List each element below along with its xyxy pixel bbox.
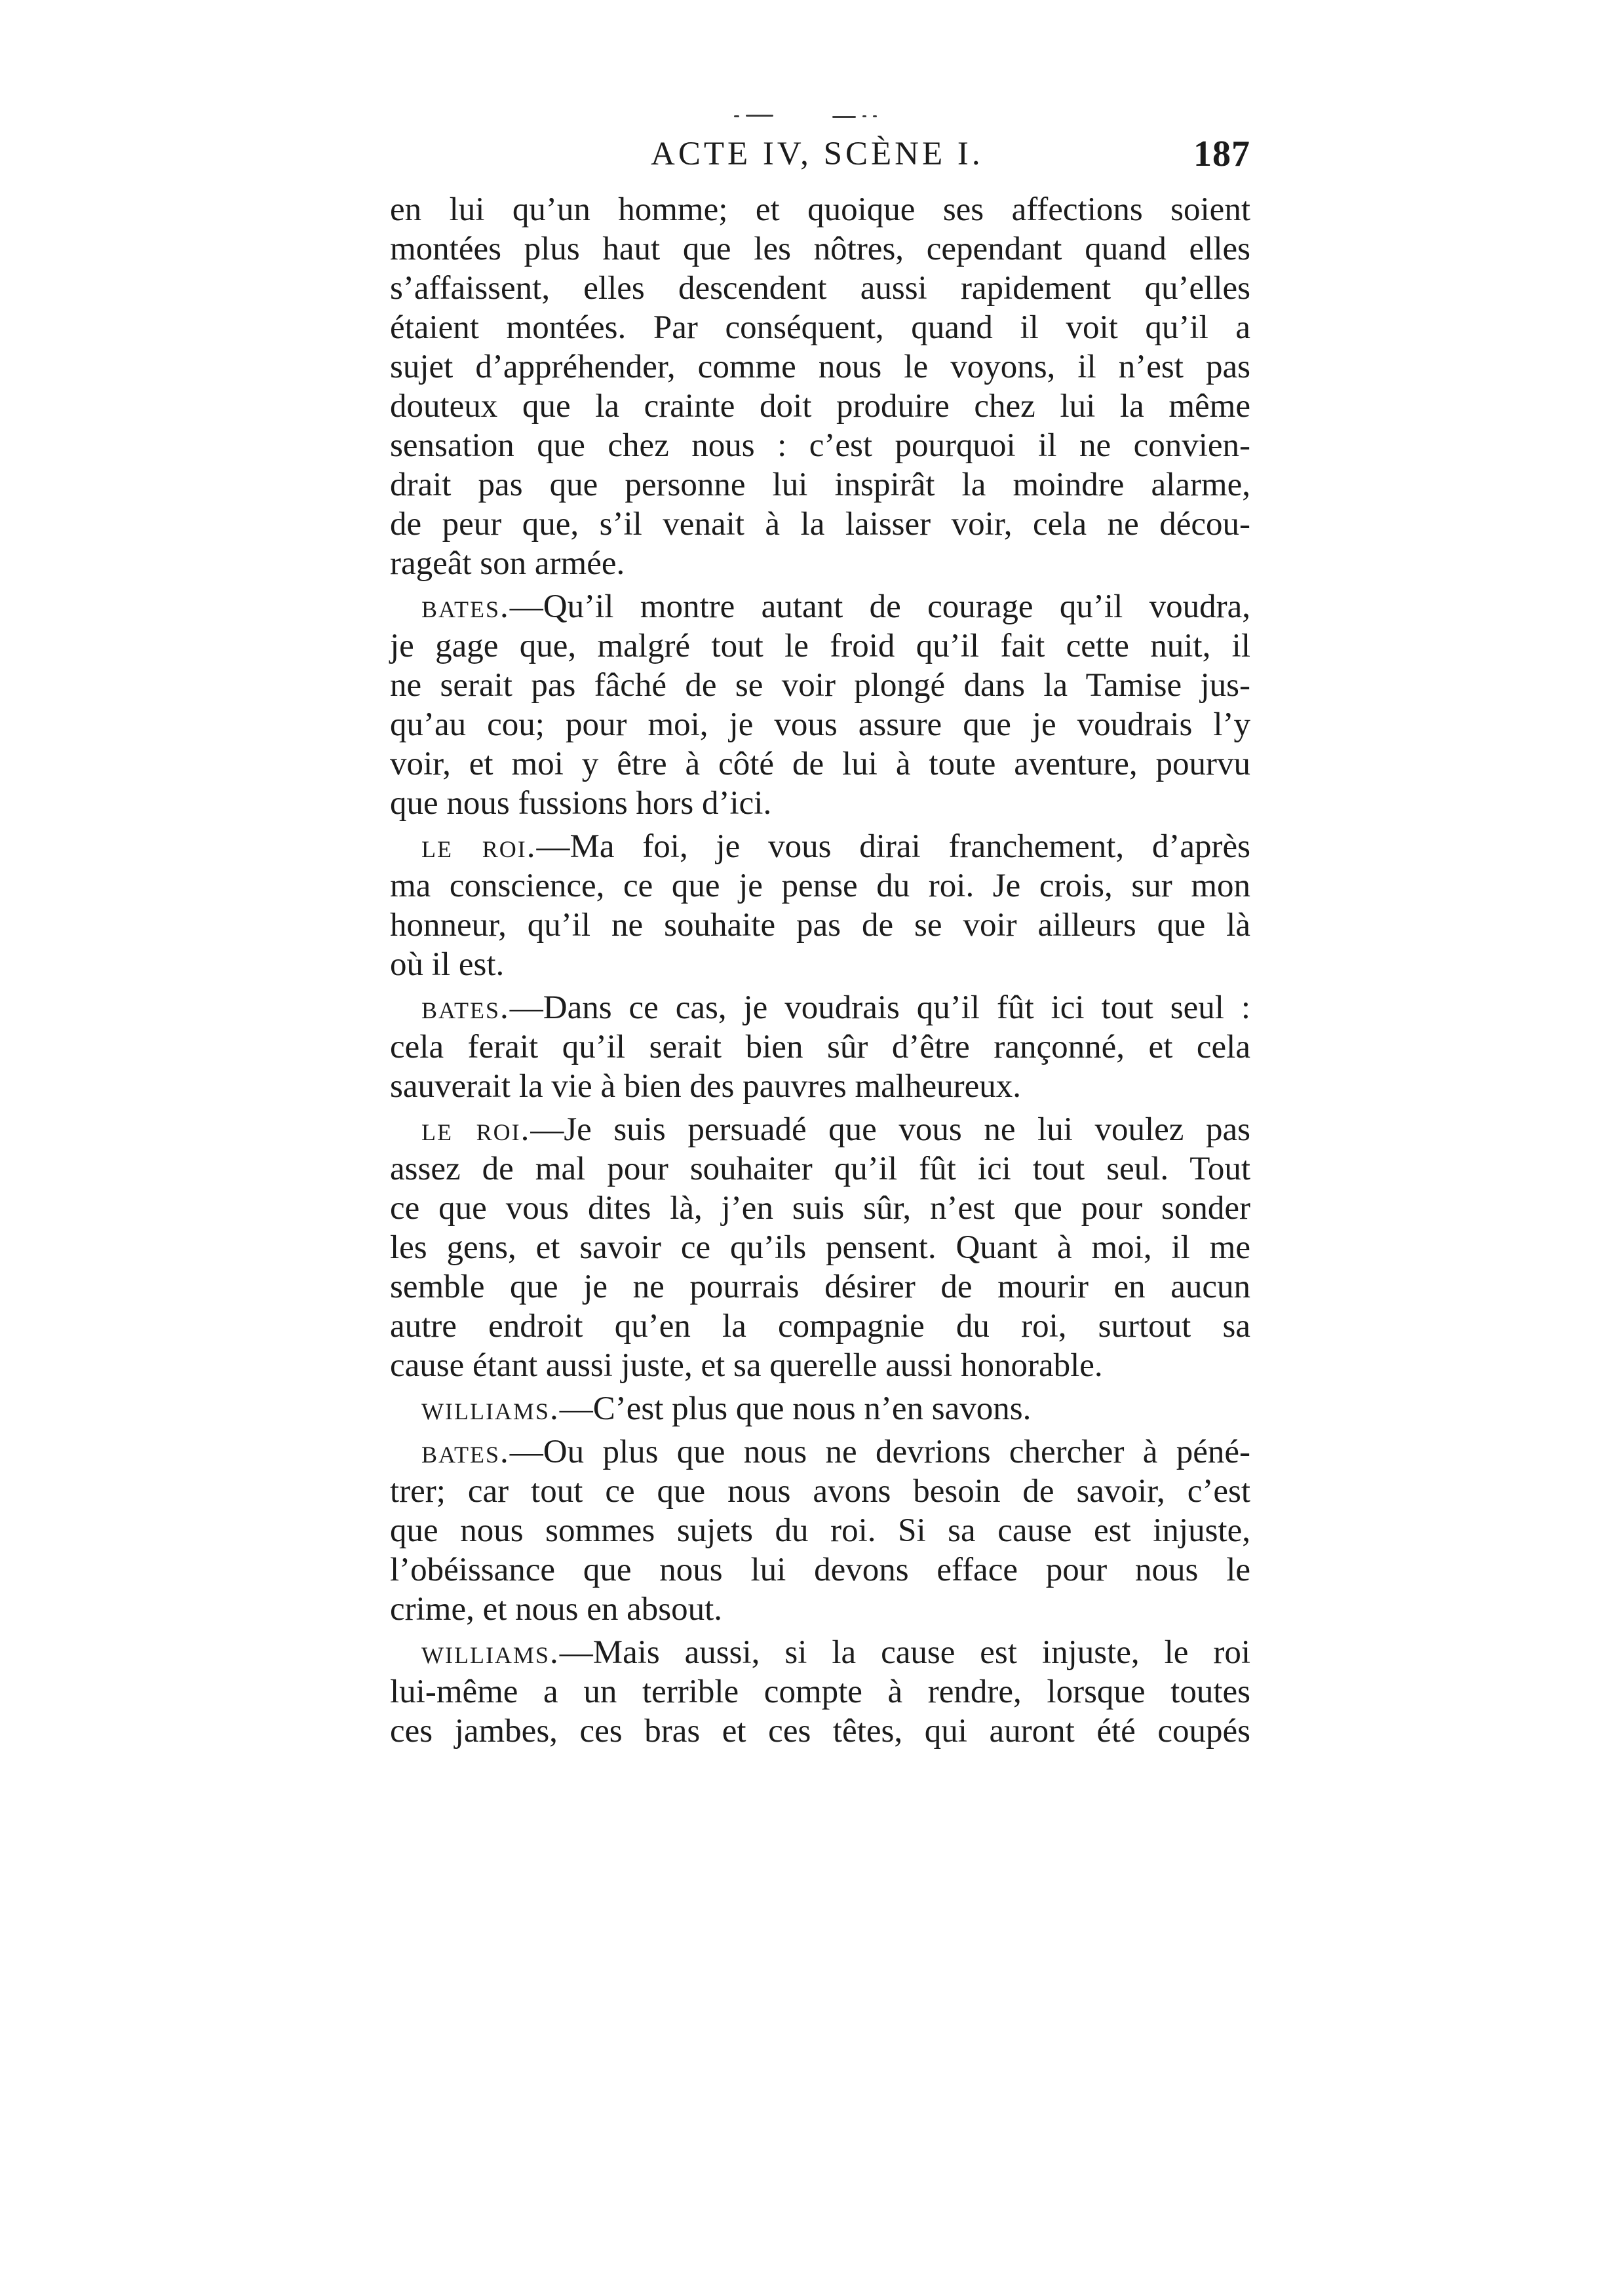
speaker-name: le roi. — [421, 828, 537, 865]
text-line — [390, 827, 1250, 866]
ink-speck — [734, 115, 739, 117]
text-line: en lui qu’un homme; et quoique ses affections soient — [390, 191, 1250, 228]
text-line: sensation que chez nous : c’est pourquoi il ne convien- — [390, 427, 1250, 464]
text-line: trer; car tout ce que nous avons besoin de savoir, c’est — [390, 1473, 1250, 1510]
text-line: ne serait pas fâché de se voir plongé dans la Tamise jus- — [390, 667, 1250, 704]
text-line — [390, 1432, 1250, 1472]
body-text — [390, 190, 1250, 1751]
text-line: rageât son armée. — [390, 545, 625, 582]
text-line — [390, 1389, 1250, 1428]
text-line: autre endroit qu’en la compagnie du roi, surtout sa — [390, 1308, 1250, 1345]
text-line: cause étant aussi juste, et sa querelle aussi honorable. — [390, 1347, 1103, 1384]
text-line: qu’au cou; pour moi, je vous assure que je voudrais l’y — [390, 706, 1250, 743]
text-line: voir, et moi y être à côté de lui à toute aventure, pourvu — [390, 746, 1250, 782]
text-line: l’obéissance que nous lui devons efface pour nous le — [390, 1552, 1250, 1588]
text-line: où il est. — [390, 946, 505, 983]
speaker-name: le roi. — [421, 1111, 531, 1148]
text-line: sujet d’appréhender, comme nous le voyons, il n’est pas — [390, 349, 1250, 385]
text-line: semble que je ne pourrais désirer de mourir en aucun — [390, 1269, 1250, 1305]
text-line: cela ferait qu’il serait bien sûr d’être rançonné, et cela — [390, 1029, 1250, 1065]
text-line — [390, 1110, 1250, 1149]
speaker-name: bates. — [421, 1434, 510, 1470]
text-line: s’affaissent, elles descendent aussi rapidement qu’elles — [390, 270, 1250, 307]
speaker-name: williams. — [421, 1390, 560, 1427]
ink-speck — [862, 115, 866, 117]
ink-speck — [746, 115, 773, 117]
line-text: —Ou plus que nous ne devrions chercher à péné- — [509, 1434, 1250, 1470]
text-paragraph — [390, 190, 1250, 583]
speaker-name: bates. — [421, 588, 510, 625]
text-line: étaient montées. Par conséquent, quand il voit qu’il a — [390, 309, 1250, 346]
dialogue-paragraph — [390, 1389, 1250, 1428]
text-line — [390, 1633, 1250, 1672]
line-text: —Qu’il montre autant de courage qu’il voudra, — [509, 588, 1250, 625]
print-specks — [734, 111, 891, 122]
text-line: ce que vous dites là, j’en suis sûr, n’est que pour sonder — [390, 1190, 1250, 1227]
text-line — [390, 988, 1250, 1027]
text-line: assez de mal pour souhaiter qu’il fût ici tout seul. Tout — [390, 1151, 1250, 1187]
text-line: les gens, et savoir ce qu’ils pensent. Quant à moi, il me — [390, 1229, 1250, 1266]
text-line: de peur que, s’il venait à la laisser voir, cela ne décou- — [390, 506, 1250, 543]
ink-speck — [873, 115, 877, 117]
line-text: —C’est plus que nous n’en savons. — [559, 1390, 1032, 1427]
page-number: 187 — [1193, 134, 1250, 174]
dialogue-paragraph — [390, 827, 1250, 984]
text-line: que nous fussions hors d’ici. — [390, 785, 772, 822]
text-line: drait pas que personne lui inspirât la moindre alarme, — [390, 467, 1250, 503]
speaker-name: bates. — [421, 989, 510, 1026]
ink-speck — [832, 116, 856, 118]
text-line: je gage que, malgré tout le froid qu’il fait cette nuit, il — [390, 628, 1250, 664]
text-line: ma conscience, ce que je pense du roi. Je crois, sur mon — [390, 868, 1250, 904]
dialogue-paragraph — [390, 988, 1250, 1106]
text-line: douteux que la crainte doit produire chez lui la même — [390, 388, 1250, 425]
page-header — [390, 128, 1250, 180]
running-head: ACTE IV, SCÈNE I. — [651, 136, 984, 172]
text-line: honneur, qu’il ne souhaite pas de se voir ailleurs que là — [390, 907, 1250, 944]
dialogue-paragraph — [390, 1432, 1250, 1629]
dialogue-paragraph — [390, 1110, 1250, 1385]
dialogue-paragraph — [390, 587, 1250, 823]
text-line: crime, et nous en absout. — [390, 1591, 723, 1628]
line-text: —Mais aussi, si la cause est injuste, le roi — [559, 1634, 1250, 1671]
text-line: ces jambes, ces bras et ces têtes, qui auront été coupés — [390, 1713, 1250, 1750]
line-text: —Je suis persuadé que vous ne lui voulez pas — [530, 1111, 1250, 1148]
text-line: montées plus haut que les nôtres, cependant quand elles — [390, 231, 1250, 267]
speaker-name: williams. — [421, 1634, 560, 1671]
text-line — [390, 587, 1250, 626]
text-line: lui-même a un terrible compte à rendre, lorsque toutes — [390, 1674, 1250, 1710]
dialogue-paragraph — [390, 1633, 1250, 1751]
text-line: que nous sommes sujets du roi. Si sa cause est injuste, — [390, 1512, 1250, 1549]
text-line: sauverait la vie à bien des pauvres malheureux. — [390, 1068, 1021, 1105]
line-text: —Dans ce cas, je voudrais qu’il fût ici tout seul : — [509, 989, 1250, 1026]
line-text: —Ma foi, je vous dirai franchement, d’après — [536, 828, 1250, 865]
